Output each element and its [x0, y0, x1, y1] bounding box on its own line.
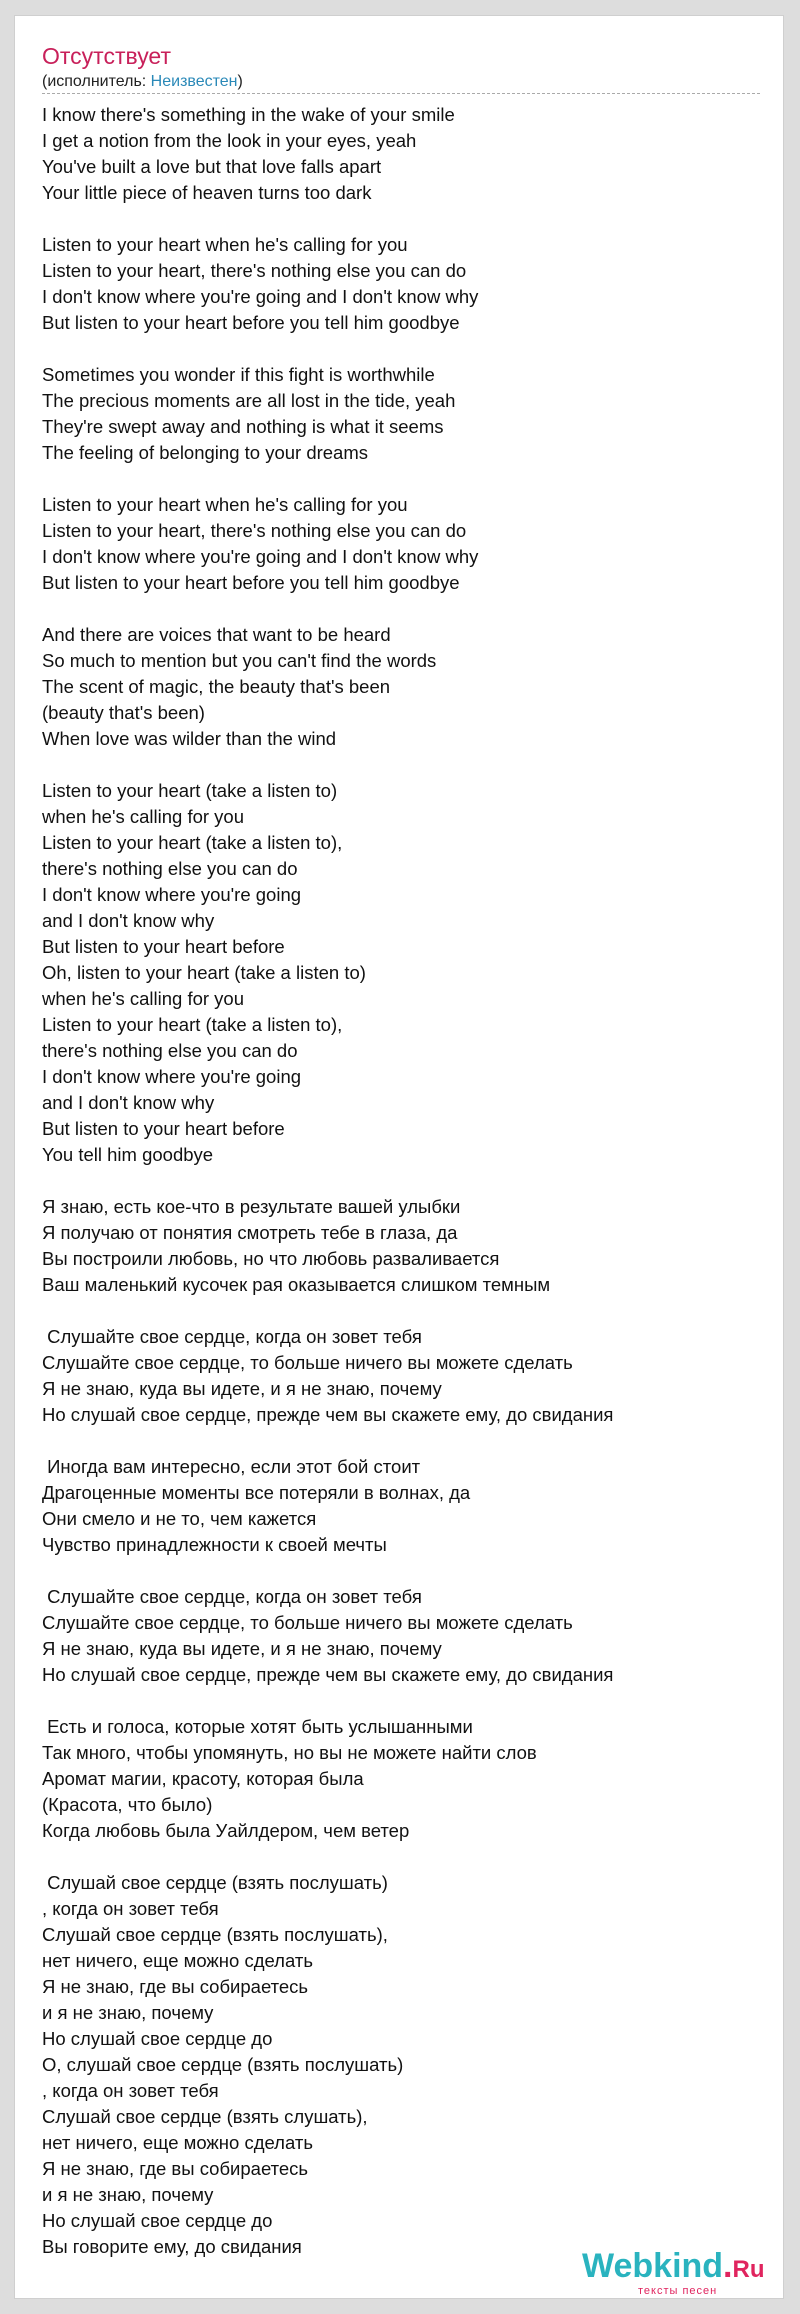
lyric-line: (beauty that's been) — [42, 702, 205, 723]
lyric-line: Слушайте свое сердце, когда он зовет тебя — [42, 1586, 422, 1607]
logo-dot: . — [723, 2247, 733, 2285]
lyric-line: and I don't know why — [42, 910, 215, 931]
lyric-line: нет ничего, еще можно сделать — [42, 1950, 313, 1971]
lyric-line: Oh, listen to your heart (take a listen to) — [42, 962, 366, 983]
lyric-line: и я не знаю, почему — [42, 2002, 214, 2023]
lyrics-stanza — [42, 1324, 762, 1428]
lyric-line: When love was wilder than the wind — [42, 728, 337, 749]
lyric-line: Listen to your heart (take a listen to) — [42, 780, 338, 801]
webkind-logo[interactable] — [582, 2247, 772, 2297]
song-title: Отсутствует — [42, 43, 171, 69]
lyric-line: Listen to your heart (take a listen to), — [42, 1014, 343, 1035]
lyric-line: Listen to your heart when he's calling for you — [42, 234, 408, 255]
lyric-line: Listen to your heart when he's calling for you — [42, 494, 408, 515]
lyric-line: Драгоценные моменты все потеряли в волнах, да — [42, 1482, 471, 1503]
lyrics-stanza — [42, 1870, 762, 2260]
lyric-line: But listen to your heart before you tell him goodbye — [42, 312, 460, 333]
lyrics-stanza — [42, 102, 762, 206]
lyric-line: Чувство принадлежности к своей мечты — [42, 1534, 387, 1555]
lyric-line: You've built a love but that love falls apart — [42, 156, 382, 177]
lyric-line: Иногда вам интересно, если этот бой стоит — [42, 1456, 421, 1477]
lyrics-stanza — [42, 232, 762, 336]
lyric-line: Я знаю, есть кое-что в результате вашей улыбки — [42, 1196, 461, 1217]
lyric-line: I don't know where you're going and I don't know why — [42, 286, 479, 307]
lyric-line: и я не знаю, почему — [42, 2184, 214, 2205]
lyrics-stanza — [42, 778, 762, 1168]
lyric-line: The feeling of belonging to your dreams — [42, 442, 369, 463]
lyrics-stanza — [42, 1714, 762, 1844]
artist-link[interactable]: Неизвестен — [150, 73, 238, 90]
lyric-line: The scent of magic, the beauty that's been — [42, 676, 391, 697]
lyric-line: Listen to your heart, there's nothing else you can do — [42, 260, 467, 281]
lyrics-stanza — [42, 492, 762, 596]
lyric-line: and I don't know why — [42, 1092, 215, 1113]
lyric-line: Your little piece of heaven turns too dark — [42, 182, 372, 203]
lyric-line: Я не знаю, где вы собираетесь — [42, 1976, 309, 1997]
lyric-line: I know there's something in the wake of your smile — [42, 104, 455, 125]
lyric-line: Но слушай свое сердце, прежде чем вы скажете ему, до свидания — [42, 1404, 614, 1425]
lyric-line: I don't know where you're going — [42, 1066, 302, 1087]
lyric-line: But listen to your heart before you tell him goodbye — [42, 572, 460, 593]
lyric-line: Я не знаю, куда вы идете, и я не знаю, почему — [42, 1638, 442, 1659]
lyric-line: when he's calling for you — [42, 988, 245, 1009]
lyrics-stanza — [42, 1584, 762, 1688]
lyric-line: , когда он зовет тебя — [42, 1898, 219, 1919]
lyric-line: Вы говорите ему, до свидания — [42, 2236, 302, 2257]
lyric-line: there's nothing else you can do — [42, 858, 298, 879]
logo-tagline: тексты песен — [638, 2285, 718, 2297]
logo-wordmark — [582, 2247, 765, 2289]
lyric-line: Когда любовь была Уайлдером, чем ветер — [42, 1820, 410, 1841]
lyric-line: Но слушай свое сердце до — [42, 2210, 273, 2231]
lyrics-stanza — [42, 622, 762, 752]
lyric-line: there's nothing else you can do — [42, 1040, 298, 1061]
lyric-line: You tell him goodbye — [42, 1144, 214, 1165]
lyric-line: So much to mention but you can't find the words — [42, 650, 437, 671]
lyric-line: , когда он зовет тебя — [42, 2080, 219, 2101]
lyric-line: Я не знаю, куда вы идете, и я не знаю, почему — [42, 1378, 442, 1399]
lyric-line: But listen to your heart before — [42, 1118, 285, 1139]
logo-tld: Ru — [732, 2256, 765, 2283]
lyric-line: The precious moments are all lost in the tide, yeah — [42, 390, 456, 411]
artist-suffix: ) — [237, 73, 243, 90]
lyrics-body — [42, 102, 762, 2260]
lyric-line: Слушайте свое сердце, то больше ничего вы можете сделать — [42, 1612, 573, 1633]
lyric-line: Слушай свое сердце (взять послушать), — [42, 1924, 388, 1945]
lyrics-stanza — [42, 1194, 762, 1298]
lyric-line: Слушайте свое сердце, то больше ничего вы можете сделать — [42, 1352, 573, 1373]
lyric-line: But listen to your heart before — [42, 936, 285, 957]
lyric-line: Ваш маленький кусочек рая оказывается слишком темным — [42, 1274, 551, 1295]
lyric-line: I don't know where you're going and I don't know why — [42, 546, 479, 567]
lyric-line: Есть и голоса, которые хотят быть услышанными — [42, 1716, 473, 1737]
lyric-line: Sometimes you wonder if this fight is worthwhile — [42, 364, 435, 385]
lyric-line: when he's calling for you — [42, 806, 245, 827]
lyric-line: О, слушай свое сердце (взять послушать) — [42, 2054, 404, 2075]
lyric-line: Listen to your heart, there's nothing else you can do — [42, 520, 467, 541]
lyric-line: Но слушай свое сердце до — [42, 2028, 273, 2049]
artist-prefix: (исполнитель: — [42, 73, 151, 90]
lyric-line: Аромат магии, красоту, которая была — [42, 1768, 364, 1789]
artist-line — [42, 72, 243, 92]
lyric-line: Слушайте свое сердце, когда он зовет тебя — [42, 1326, 422, 1347]
lyric-line: (Красота, что было) — [42, 1794, 213, 1815]
lyric-line: I don't know where you're going — [42, 884, 302, 905]
lyric-line: Я получаю от понятия смотреть тебе в глаза, да — [42, 1222, 458, 1243]
lyric-line: нет ничего, еще можно сделать — [42, 2132, 313, 2153]
lyric-line: Вы построили любовь, но что любовь разваливается — [42, 1248, 500, 1269]
lyric-line: Но слушай свое сердце, прежде чем вы скажете ему, до свидания — [42, 1664, 614, 1685]
lyric-line: Я не знаю, где вы собираетесь — [42, 2158, 309, 2179]
lyrics-stanza — [42, 362, 762, 466]
lyric-line: Так много, чтобы упомянуть, но вы не можете найти слов — [42, 1742, 537, 1763]
lyric-line: Слушай свое сердце (взять послушать) — [42, 1872, 388, 1893]
lyric-line: Listen to your heart (take a listen to), — [42, 832, 343, 853]
lyrics-stanza — [42, 1454, 762, 1558]
lyric-line: And there are voices that want to be heard — [42, 624, 391, 645]
title-divider — [42, 93, 760, 94]
lyric-line: Они смело и не то, чем кажется — [42, 1508, 317, 1529]
logo-brand: Webkind — [582, 2247, 724, 2285]
lyric-line: Слушай свое сердце (взять слушать), — [42, 2106, 368, 2127]
lyric-line: I get a notion from the look in your eyes, yeah — [42, 130, 417, 151]
lyric-line: They're swept away and nothing is what it seems — [42, 416, 444, 437]
